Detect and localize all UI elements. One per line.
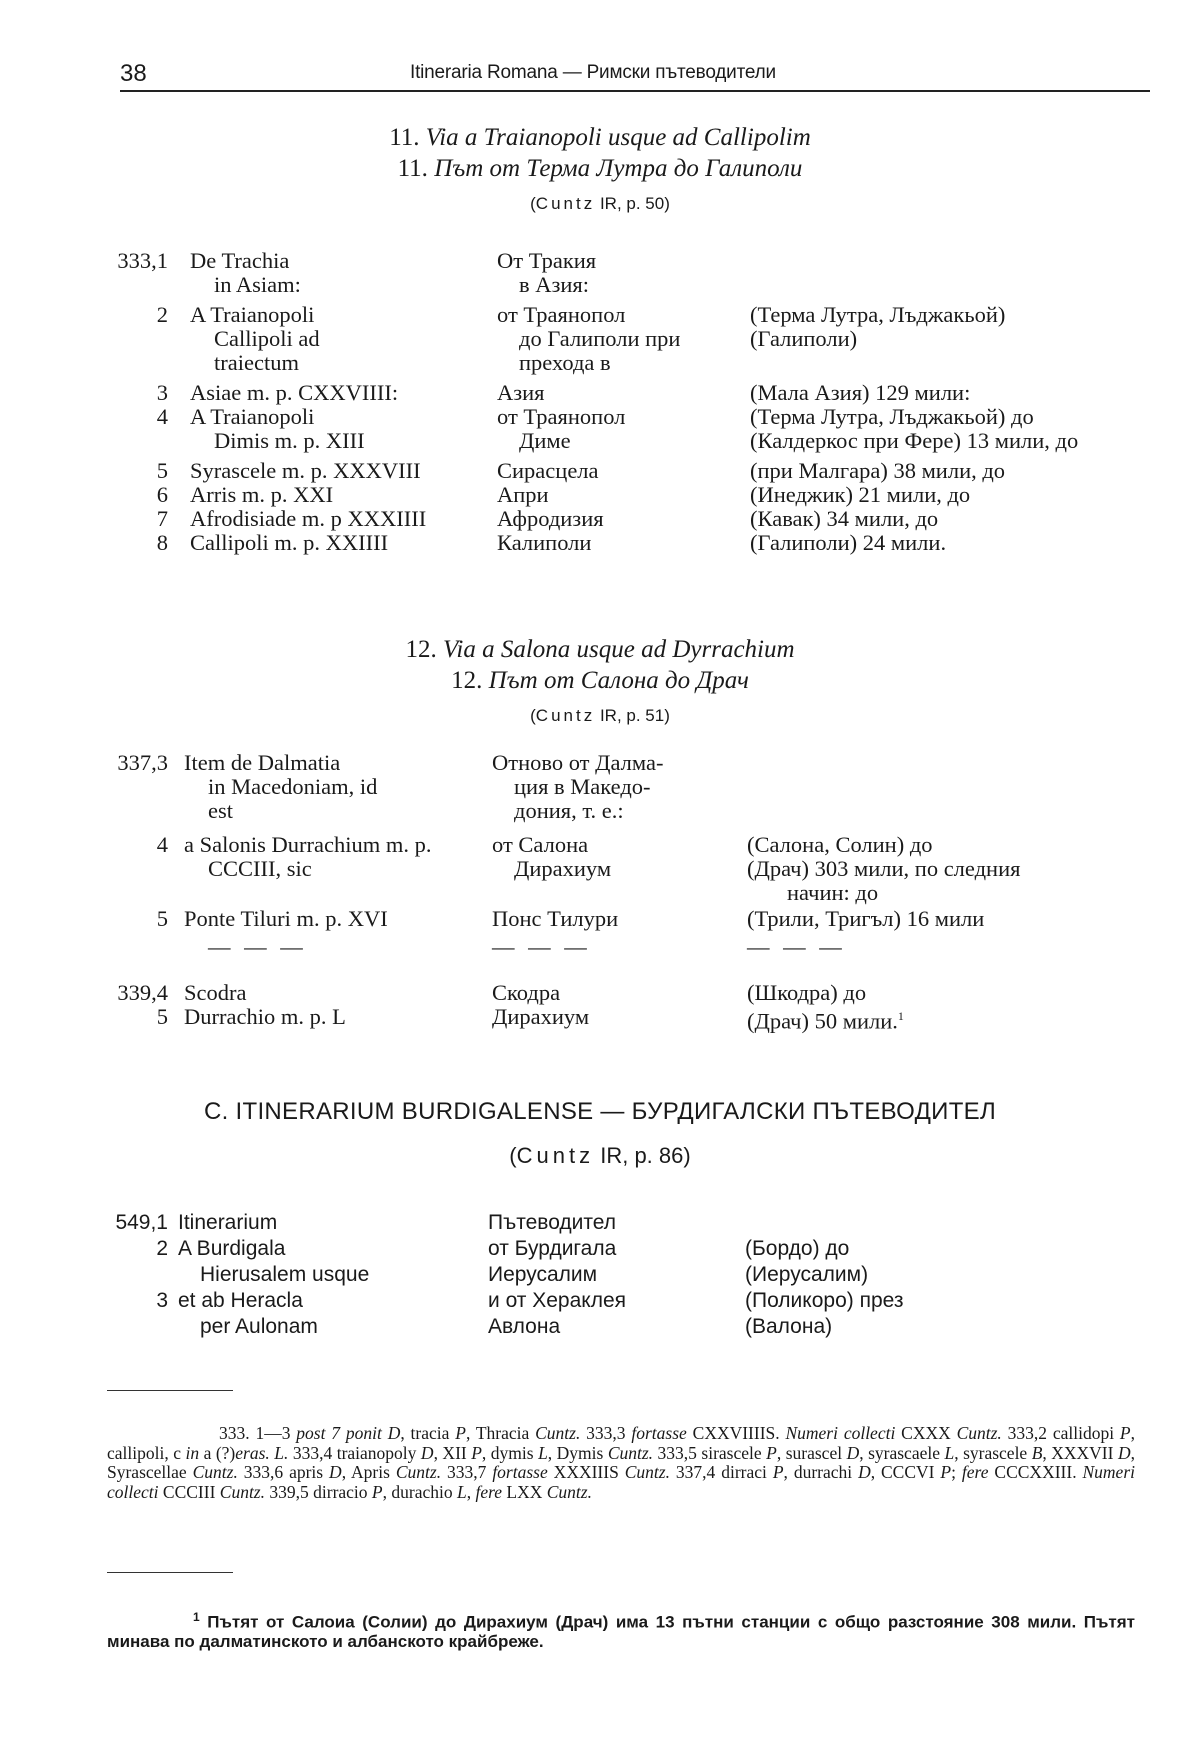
footnote-separator (107, 1572, 233, 1573)
apparatus-segment: 337,4 dirraci (669, 1462, 773, 1482)
apparatus-segment: , durachio (382, 1481, 457, 1502)
apparatus-segment: 333. 1—3 (219, 1423, 297, 1443)
bulgarian-text: Дирахиум (514, 856, 612, 881)
latin-text: Afrodisiade m. p XXXIIII (190, 506, 427, 531)
apparatus-segment: 333,6 apris (237, 1462, 330, 1482)
apparatus-italic-segment: P (455, 1423, 466, 1443)
modern-name-text: (Валона) (745, 1315, 833, 1338)
bulgarian-text: от Траянопол (497, 302, 626, 327)
apparatus-italic-segment: L (456, 1481, 467, 1502)
latin-text: Durrachio m. p. L (184, 1004, 346, 1029)
latin-text: Ponte Tiluri m. p. XVI (184, 906, 388, 931)
ref-number: 6 (156, 482, 168, 507)
bulgarian-text: до Галиполи при (519, 326, 681, 351)
latin-text: Asiae m. p. CXXVIIII: (190, 380, 399, 405)
apparatus-italic-segment: Cuntz. (192, 1462, 238, 1482)
header-rule (120, 90, 1150, 92)
modern-name-text: начин: до (787, 880, 879, 905)
latin-text: a Salonis Durrachium m. p. (184, 832, 432, 857)
latin-text: et ab Heracla (178, 1289, 303, 1312)
apparatus-italic-segment: Cuntz. (535, 1423, 581, 1443)
apparatus-segment: CXXX (895, 1423, 957, 1443)
bulgarian-text: в Азия: (519, 272, 590, 297)
ref-number: 339,4 (117, 980, 168, 1005)
apparatus-segment: , Thracia (465, 1423, 536, 1443)
apparatus-italic-segment: Numeri collecti (785, 1423, 896, 1443)
section-11-citation (0, 194, 1200, 214)
section-title-text: Via a Salona usque ad Dyrrachium (442, 636, 795, 663)
apparatus-text (107, 1424, 1135, 1502)
latin-text: De Trachia (190, 248, 290, 273)
cite-author: Cuntz (535, 194, 596, 213)
latin-text: Item de Dalmatia (184, 750, 341, 775)
bulgarian-text: Авлона (488, 1315, 561, 1338)
apparatus-segment: CCCXXIII. (988, 1462, 1083, 1482)
apparatus-italic-segment: P (371, 1481, 383, 1502)
apparatus-italic-segment: fortasse (492, 1462, 548, 1482)
cite-ref: IR, p. 50) (599, 194, 670, 213)
apparatus-italic-segment: Cuntz. (956, 1423, 1002, 1443)
section-11-title-bg (0, 155, 1200, 183)
apparatus-italic-segment: D (846, 1442, 860, 1463)
section-12-title-latin (0, 636, 1200, 664)
bulgarian-text: от Траянопол (497, 404, 626, 429)
cite-author: Cuntz (516, 1143, 595, 1168)
modern-name-text: (Калдеркос при Фере) 13 мили, до (750, 428, 1079, 453)
apparatus-segment: 339,5 dirracio (265, 1481, 372, 1502)
section-11-title-latin (0, 124, 1200, 152)
ref-number: 7 (156, 506, 168, 531)
bulgarian-text: Афродизия (497, 506, 604, 531)
apparatus-italic-segment: fortasse (631, 1423, 687, 1443)
bulgarian-text: Скодра (492, 980, 561, 1005)
ref-number: 5 (156, 1004, 168, 1029)
apparatus-italic-segment: Cuntz. (624, 1462, 670, 1482)
latin-text: A Traianopoli (190, 404, 315, 429)
ref-number: 5 (156, 458, 168, 483)
apparatus-italic-segment: D (329, 1462, 342, 1482)
apparatus-italic-segment: P (940, 1462, 952, 1482)
apparatus-italic-segment: P (772, 1462, 784, 1482)
apparatus-segment: XXXIIIS (547, 1462, 625, 1482)
latin-text: in Macedoniam, id (208, 774, 378, 799)
page-number: 38 (120, 60, 147, 87)
latin-text: Scodra (184, 980, 247, 1005)
latin-text: — — — (208, 934, 307, 959)
ref-number: 337,3 (117, 750, 168, 775)
bulgarian-text: от Салона (492, 832, 589, 857)
section-12-title-bg (0, 667, 1200, 695)
apparatus-italic-segment: fere (961, 1462, 989, 1482)
apparatus-italic-segment: D (420, 1442, 434, 1463)
modern-name-text: (Галиполи) (750, 326, 858, 351)
section-title-text: Път от Салона до Драч (488, 667, 749, 694)
latin-text: Dimis m. p. XIII (214, 428, 365, 453)
bulgarian-text: Апри (497, 482, 549, 507)
latin-text: Hierusalem usque (200, 1263, 370, 1286)
section-c-citation (0, 1143, 1200, 1169)
apparatus-italic-segment: Cuntz. (395, 1462, 442, 1482)
modern-name-text: (Салона, Солин) до (747, 832, 933, 857)
modern-name-text: (Инеджик) 21 мили, до (750, 482, 971, 507)
latin-text: in Asiam: (214, 272, 301, 297)
apparatus-italic-segment: post 7 ponit D (296, 1423, 401, 1443)
modern-name-text: (Драч) 303 мили, по следния (747, 856, 1021, 881)
ref-number: 2 (156, 1237, 168, 1260)
apparatus-segment: CXXVIIIIS. (686, 1423, 786, 1443)
apparatus-italic-segment: Cuntz. (607, 1442, 654, 1463)
apparatus-italic-segment: D (858, 1462, 871, 1482)
bulgarian-text: Понс Тилури (492, 906, 619, 931)
apparatus-italic-segment: P (1119, 1423, 1131, 1443)
apparatus-segment: , XXXVII (1042, 1442, 1118, 1463)
modern-name-text: (Иерусалим) (745, 1263, 869, 1286)
modern-name-text: (Шкодра) до (747, 980, 867, 1005)
bulgarian-text: — — — (492, 934, 591, 959)
latin-text: per Aulonam (200, 1315, 318, 1338)
apparatus-segment: 333,3 (580, 1423, 632, 1443)
ref-number: 5 (156, 906, 168, 931)
apparatus-segment: a (?) (199, 1442, 236, 1463)
apparatus-italic-segment: L (538, 1442, 548, 1463)
cite-paren: ( (509, 1143, 517, 1168)
latin-text: CCCIII, sic (208, 856, 312, 881)
running-title: Itineraria Romana — Римски пътеводители (410, 62, 776, 83)
modern-name-text: (Мала Азия) 129 мили: (750, 380, 971, 405)
apparatus-segment: , surascel (776, 1442, 847, 1463)
latin-text: Callipoli m. p. XXIIII (190, 530, 389, 555)
footnote (107, 1608, 1135, 1651)
bulgarian-text: Азия (497, 380, 545, 405)
modern-name-text: (Терма Лутра, Лъджакьой) (750, 302, 1006, 327)
modern-name-text: (Поликоро) през (745, 1289, 904, 1312)
apparatus-segment: , durrachi (783, 1462, 859, 1482)
modern-name-text: (при Малгара) 38 мили, до (750, 458, 1006, 483)
footnote-marker: 1 (193, 1610, 200, 1624)
section-title-text: Път от Терма Лутра до Галиполи (434, 155, 803, 182)
modern-name-text: — — — (747, 934, 846, 959)
bulgarian-text: Сирасцела (497, 458, 599, 483)
cite-ref: IR, p. 86) (600, 1143, 691, 1168)
footnote-text: Пътят от Салоиа (Солии) до Дирахиум (Драч) има 13 пътни станции с общо разстояние 308 мили. Пътят минава по далматинското и албанското крайбреже. (107, 1612, 1135, 1651)
apparatus-segment: , XII (433, 1442, 472, 1463)
ref-number: 549,1 (115, 1211, 168, 1234)
bulgarian-text: Дирахиум (492, 1004, 590, 1029)
section-c-title: C. ITINERARIUM BURDIGALENSE — БУРДИГАЛСКИ ПЪТЕВОДИТЕЛ (203, 1098, 997, 1125)
ref-number: 3 (156, 1289, 168, 1312)
apparatus-segment: 333,7 (441, 1462, 493, 1482)
apparatus-segment: CCCIII (158, 1481, 220, 1502)
modern-name-text: (Галиполи) 24 мили. (750, 530, 947, 555)
bulgarian-text: Диме (519, 428, 571, 453)
apparatus-italic-segment: L (944, 1442, 955, 1463)
section-title-text: Via a Traianopoli usque ad Callipolim (425, 124, 811, 151)
apparatus-segment: , Dymis (547, 1442, 608, 1463)
modern-name-text: (Терма Лутра, Лъджакьой) до (750, 404, 1034, 429)
apparatus-italic-segment: P (471, 1442, 482, 1463)
apparatus-segment: , callipoli, c (107, 1423, 1135, 1463)
apparatus-segment: 333,5 sirascele (653, 1442, 767, 1463)
apparatus-segment: 333,2 callidopi (1001, 1423, 1120, 1443)
latin-text: Itinerarium (178, 1211, 278, 1234)
cite-author: Cuntz (535, 706, 596, 725)
apparatus-italic-segment: P (766, 1442, 777, 1463)
apparatus-italic-segment: Cuntz. (219, 1481, 265, 1502)
bulgarian-text: Иерусалим (488, 1263, 598, 1286)
apparatus-segment: 333,4 traianopoly (288, 1442, 421, 1463)
section-12-citation (0, 706, 1200, 726)
apparatus-segment: , (466, 1481, 476, 1502)
modern-name-text: (Кавак) 34 мили, до (750, 506, 939, 531)
footnote-separator (107, 1390, 233, 1391)
section-number: 11. (389, 124, 420, 151)
ref-number: 8 (156, 530, 168, 555)
apparatus-italic-segment: eras. L. (235, 1442, 289, 1463)
latin-text: est (208, 798, 233, 823)
apparatus-segment: , syrascaele (859, 1442, 945, 1463)
apparatus-segment: ; (951, 1462, 962, 1482)
modern-name-text: (Драч) 50 мили.$^1$ (747, 1008, 904, 1034)
ref-number: 4 (156, 832, 168, 857)
apparatus-italic-segment: in (185, 1442, 200, 1463)
apparatus-italic-segment: Numeri collecti (107, 1462, 1135, 1502)
modern-name-text: (Бордо) до (745, 1237, 850, 1260)
apparatus-italic-segment: Cuntz. (546, 1481, 592, 1502)
apparatus-italic-segment: B (1031, 1442, 1043, 1463)
ref-number: 2 (156, 302, 168, 327)
latin-text: A Traianopoli (190, 302, 315, 327)
apparatus-italic-segment: fere (475, 1481, 503, 1502)
latin-text: Arris m. p. XXI (190, 482, 334, 507)
ref-number: 4 (156, 404, 168, 429)
modern-name-text: (Трили, Тригъл) 16 мили (747, 906, 985, 931)
latin-text: Callipoli ad (214, 326, 320, 351)
critical-apparatus (107, 1424, 1135, 1502)
bulgarian-text: От Тракия (497, 248, 597, 273)
bulgarian-text: ция в Македо- (514, 774, 651, 799)
apparatus-segment: , CCCVI (870, 1462, 941, 1482)
apparatus-segment: , syrascele (954, 1442, 1032, 1463)
apparatus-segment: , tracia (400, 1423, 456, 1443)
ref-number: 3 (156, 380, 168, 405)
footnote-ref-marker: 1 (897, 1009, 904, 1023)
apparatus-italic-segment: D (1117, 1442, 1131, 1463)
cite-ref: IR, p. 51) (599, 706, 670, 725)
cite-paren: ( (530, 194, 536, 213)
cite-paren: ( (530, 706, 536, 725)
bulgarian-text: прехода в (519, 350, 611, 375)
apparatus-segment: , Syrascellae (107, 1442, 1135, 1482)
bulgarian-text: Калиполи (497, 530, 592, 555)
latin-text: Syrascele m. p. XXXVIII (190, 458, 421, 483)
bulgarian-text: от Бурдигала (488, 1237, 617, 1260)
apparatus-segment: , Apris (341, 1462, 396, 1482)
bulgarian-text: и от Хераклея (488, 1289, 627, 1312)
latin-text: A Burdigala (178, 1237, 286, 1260)
bulgarian-text: Пътеводител (488, 1211, 617, 1234)
ref-number: 333,1 (117, 248, 168, 273)
latin-text: traiectum (214, 350, 299, 375)
apparatus-segment: LXX (502, 1481, 547, 1502)
apparatus-segment: , dymis (481, 1442, 539, 1463)
section-number: 11. (397, 155, 428, 182)
bulgarian-text: Отново от Далма- (492, 750, 664, 775)
section-number: 12. (405, 636, 437, 663)
section-number: 12. (451, 667, 483, 694)
bulgarian-text: дония, т. е.: (514, 798, 624, 823)
